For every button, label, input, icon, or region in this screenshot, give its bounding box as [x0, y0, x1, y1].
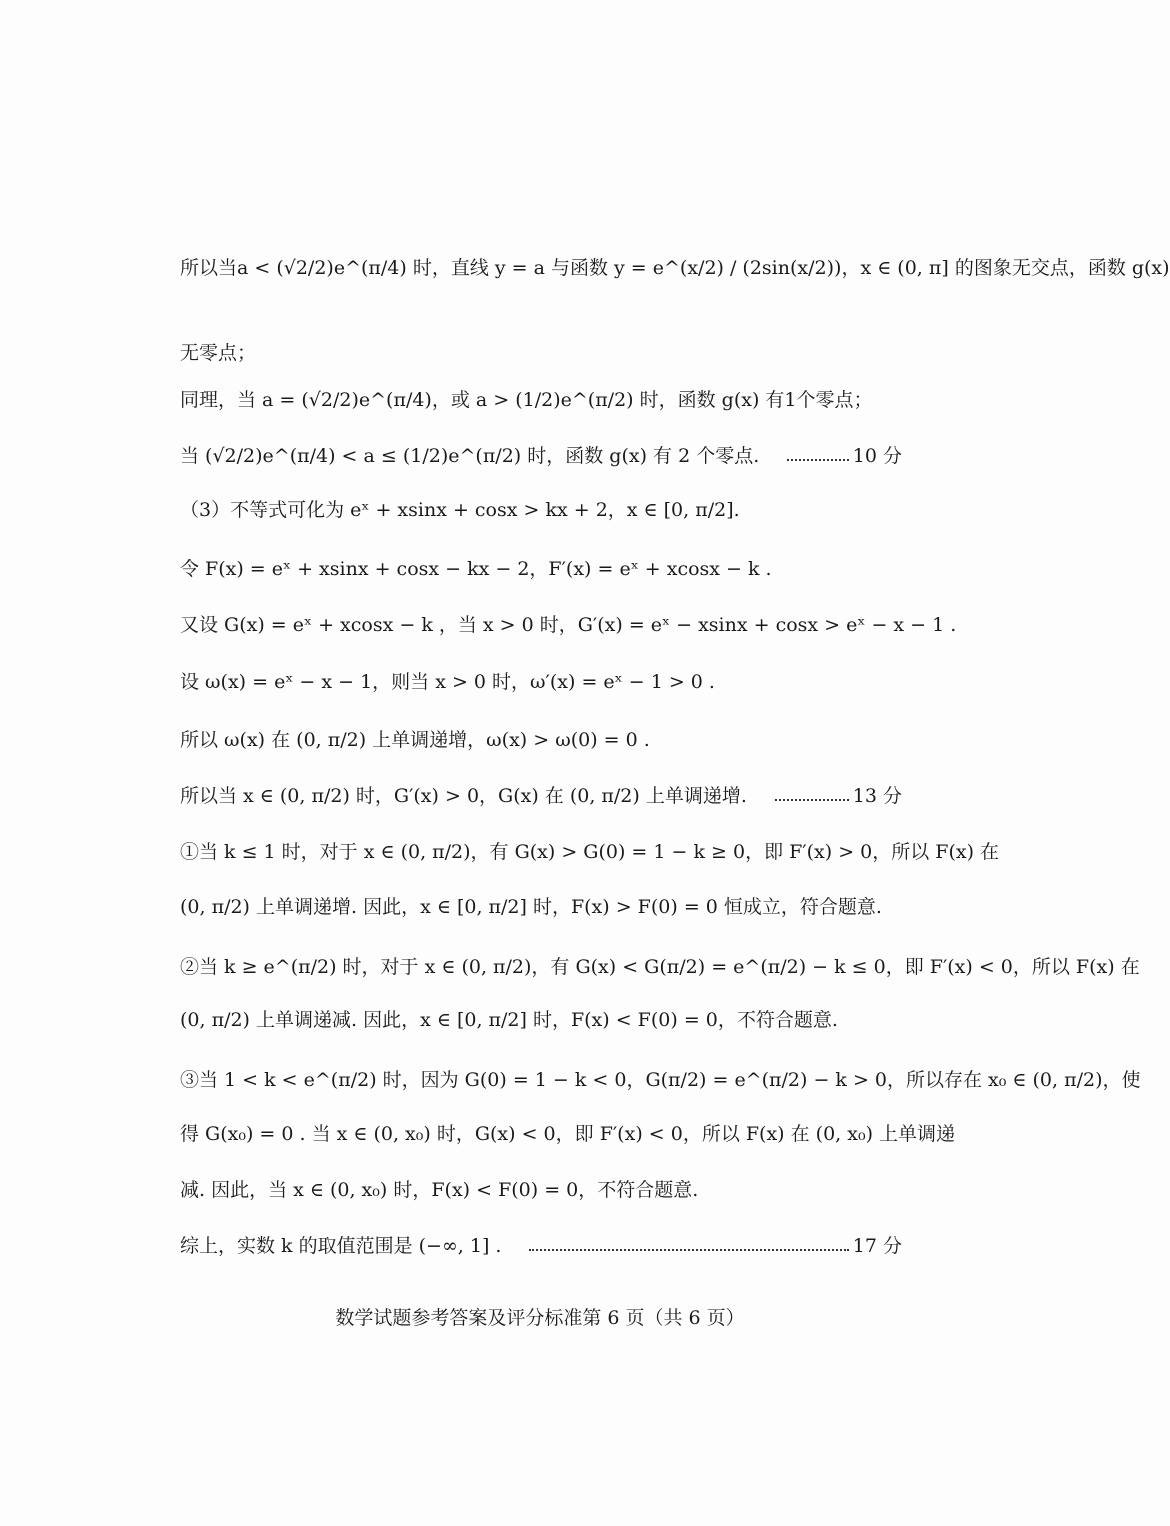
solution-line-2: 无零点； — [180, 342, 257, 364]
solution-line-4: 当 (√2/2)e^(π/4) < a ≤ (1/2)e^(π/2) 时，函数 g(x) 有 2 个零点. 10 分 — [180, 441, 902, 471]
score-label: 17 分 — [852, 1235, 902, 1257]
solution-line-16: 得 G(x₀) = 0 . 当 x ∈ (0, x₀) 时，G(x) < 0，即 F′(x) < 0，所以 F(x) 在 (0, x₀) 上单调递 — [180, 1123, 956, 1145]
leader-dots — [529, 1249, 848, 1251]
solution-line-5: （3）不等式可化为 eˣ + xsinx + cosx > kx + 2，x ∈ [0, π/2]. — [180, 499, 740, 521]
solution-line-15: ③当 1 < k < e^(π/2) 时，因为 G(0) = 1 − k < 0，G(π/2) = e^(π/2) − k > 0，所以存在 x₀ ∈ (0, π/2)，使 — [180, 1069, 1141, 1091]
solution-line-14: (0, π/2) 上单调递减. 因此，x ∈ [0, π/2] 时，F(x) < F(0) = 0，不符合题意. — [180, 1009, 838, 1031]
score-label: 10 分 — [852, 445, 902, 467]
leader-dots — [775, 799, 849, 801]
solution-line-7: 又设 G(x) = eˣ + xcosx − k ，当 x > 0 时，G′(x) = eˣ − xsinx + cosx > eˣ − x − 1 . — [180, 614, 957, 636]
solution-line-10: 所以当 x ∈ (0, π/2) 时，G′(x) > 0，G(x) 在 (0, π/2) 上单调递增. 13 分 — [180, 781, 902, 811]
solution-line-8: 设 ω(x) = eˣ − x − 1，则当 x > 0 时，ω′(x) = eˣ − 1 > 0 . — [180, 671, 715, 693]
solution-line-11: ①当 k ≤ 1 时，对于 x ∈ (0, π/2)，有 G(x) > G(0) = 1 − k ≥ 0，即 F′(x) > 0，所以 F(x) 在 — [180, 841, 1000, 863]
solution-line-12: (0, π/2) 上单调递增. 因此，x ∈ [0, π/2] 时，F(x) > F(0) = 0 恒成立，符合题意. — [180, 896, 882, 918]
solution-line-3: 同理，当 a = (√2/2)e^(π/4)，或 a > (1/2)e^(π/2) 时，函数 g(x) 有1个零点； — [180, 389, 873, 411]
score-label: 13 分 — [852, 785, 902, 807]
solution-line-6: 令 F(x) = eˣ + xsinx + cosx − kx − 2，F′(x) = eˣ + xcosx − k . — [180, 558, 772, 580]
solution-line-17: 减. 因此，当 x ∈ (0, x₀) 时，F(x) < F(0) = 0，不符合题意. — [180, 1179, 699, 1201]
solution-line-1: 所以当a < (√2/2)e^(π/4) 时，直线 y = a 与函数 y = e^(x/2) / (2sin(x/2))，x ∈ (0, π] 的图象无交点，函数 g(x) — [180, 257, 1170, 279]
solution-line-13: ②当 k ≥ e^(π/2) 时，对于 x ∈ (0, π/2)，有 G(x) < G(π/2) = e^(π/2) − k ≤ 0，即 F′(x) < 0，所以 F(x) 在 — [180, 956, 1140, 978]
solution-line-9: 所以 ω(x) 在 (0, π/2) 上单调递增，ω(x) > ω(0) = 0 . — [180, 729, 650, 751]
page-footer: 数学试题参考答案及评分标准第 6 页（共 6 页） — [335, 1307, 745, 1329]
solution-line-18: 综上，实数 k 的取值范围是 (−∞, 1] . 17 分 — [180, 1231, 902, 1261]
leader-dots — [787, 459, 849, 461]
